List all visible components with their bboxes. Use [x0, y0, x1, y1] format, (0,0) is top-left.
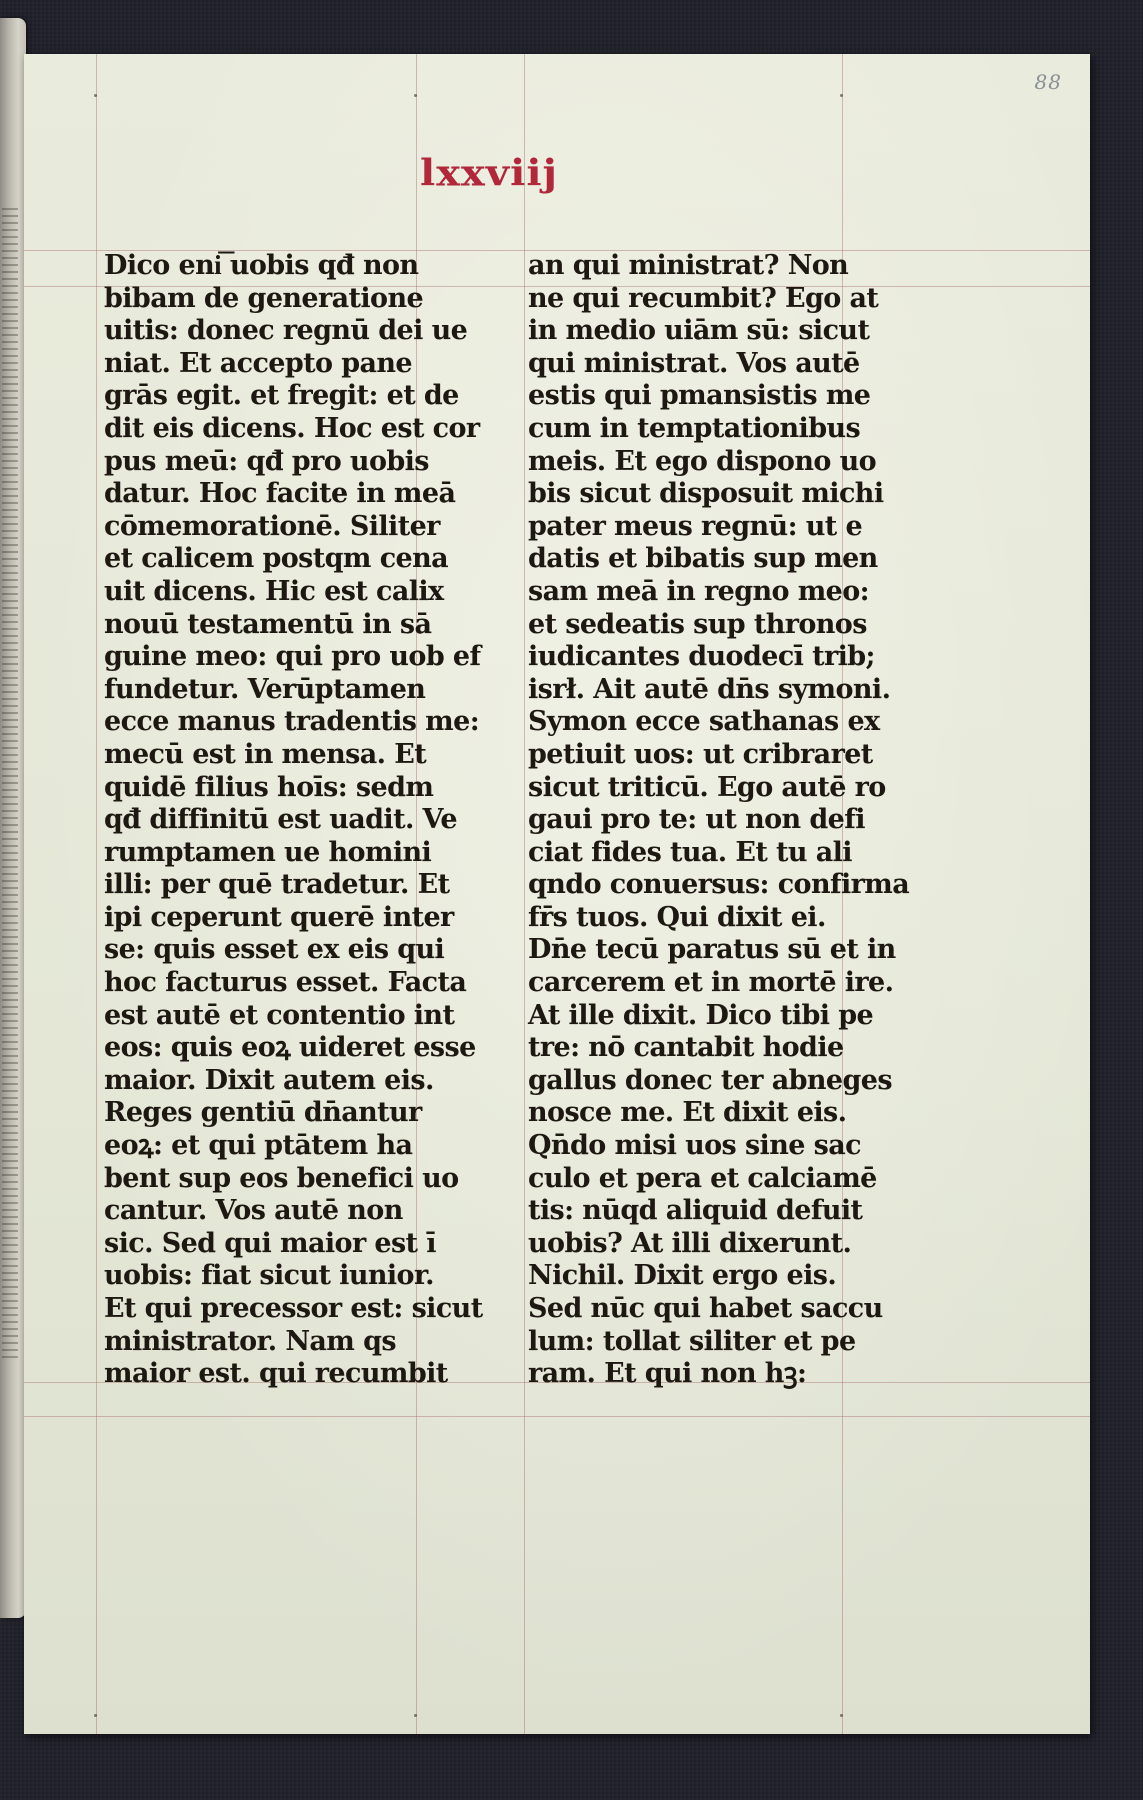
text-line: fundetur. Verūptamen [104, 673, 426, 705]
text-line: datur. Hoc facite in meā [104, 478, 456, 510]
text-line: gallus donec ter abneges [528, 1064, 892, 1096]
text-line: et calicem postqm cena [104, 543, 449, 575]
text-line: datis et bibatis sup men [528, 543, 878, 575]
text-line: nosce me. Et dixit eis. [528, 1097, 847, 1129]
text-line: uitis: donec regnū dei ue [104, 315, 468, 347]
text-line: Qn̄do misi uos sine sac [528, 1130, 861, 1162]
text-line: pus meū: qđ pro uobis [104, 445, 429, 477]
text-line: maior. Dixit autem eis. [104, 1064, 434, 1096]
text-line: gaui pro te: ut non defi [528, 804, 865, 836]
text-line: maior est. qui recumbit [104, 1358, 448, 1390]
text-line: qui ministrat. Vos autē [528, 347, 860, 379]
text-line: qđ diffinitū est uadit. Ve [104, 804, 458, 836]
text-line: Dico eni͞ uobis qđ non [104, 250, 419, 281]
text-line: culo et pera et calciamē [528, 1162, 877, 1194]
left-text-column [104, 250, 483, 1391]
text-line: ciat fides tua. Et tu ali [528, 836, 852, 868]
text-line: ne qui recumbit? Ego at [528, 282, 879, 314]
ruling-line [96, 54, 97, 1734]
text-line: ecce manus tradentis me: [104, 706, 480, 738]
pricking-mark [840, 1714, 843, 1717]
text-line: cōmemorationē. Siliter [104, 510, 440, 542]
pricking-mark [840, 94, 843, 97]
text-line: Symon ecce sathanas ex [528, 706, 880, 738]
text-line: Et qui precessor est: sicut [104, 1293, 483, 1324]
pricking-mark [94, 94, 97, 97]
text-line: meis. Et ego dispono uo [528, 445, 877, 477]
ruling-line [524, 54, 525, 1734]
text-line: Dn̄e tecū paratus sū et in [528, 934, 896, 966]
text-line: cum in temptationibus [528, 412, 861, 444]
text-line: eoꝝ: et qui ptātem ha [104, 1130, 413, 1162]
ruling-line [24, 1416, 1090, 1417]
text-line: qndo conuersus: confirma [528, 869, 910, 901]
text-line: illi: per quē tradetur. Et [104, 869, 450, 901]
text-line: Sed nūc qui habet saccu [528, 1293, 883, 1324]
text-line: bent sup eos benefici uo [104, 1162, 459, 1194]
text-line: iudicantes duodecī trib; [528, 641, 875, 673]
text-line: quidē filius hoīs: sedm [104, 771, 434, 803]
text-line: an qui ministrat? Non [528, 250, 849, 281]
text-line: uit dicens. Hic est calix [104, 575, 444, 607]
text-line: petiuit uos: ut cribraret [528, 738, 873, 770]
text-line: estis qui pmansistis me [528, 380, 871, 412]
text-line: fr̄s tuos. Qui dixit ei. [528, 901, 826, 933]
text-line: sicut triticū. Ego autē ro [528, 771, 886, 803]
text-line: nouū testamentū in sā [104, 608, 432, 640]
text-line: ipi ceperunt querē inter [104, 901, 454, 933]
text-line: in medio uiām sū: sicut [528, 315, 870, 347]
pricking-mark [94, 1714, 97, 1717]
running-head: lxxviij [420, 152, 558, 195]
text-line: est autē et contentio int [104, 999, 455, 1031]
text-line: sic. Sed qui maior est ī [104, 1227, 436, 1259]
text-line: eos: quis eoꝝ uideret esse [104, 1032, 476, 1064]
adjacent-page-edge [0, 18, 26, 1618]
text-line: ministrator. Nam qs [104, 1325, 396, 1357]
text-line: uobis: fiat sicut iunior. [104, 1260, 434, 1292]
adjacent-page-text [2, 208, 18, 1358]
text-line: tre: nō cantabit hodie [528, 1032, 844, 1064]
text-line: lum: tollat siliter et pe [528, 1325, 856, 1357]
text-line: Nichil. Dixit ergo eis. [528, 1260, 837, 1292]
pricking-mark [414, 94, 417, 97]
text-line: rumptamen ue homini [104, 836, 432, 868]
text-line: isrł. Ait autē dn̄s symoni. [528, 673, 891, 705]
pricking-mark [414, 1714, 417, 1717]
manuscript-page [24, 54, 1090, 1734]
text-line: guine meo: qui pro uob ef [104, 641, 481, 673]
folio-number: 88 [1034, 70, 1062, 94]
text-line: pater meus regnū: ut e [528, 510, 863, 542]
right-text-column [528, 250, 910, 1391]
text-line: niat. Et accepto pane [104, 347, 412, 379]
text-line: sam meā in regno meo: [528, 575, 870, 607]
text-line: cantur. Vos autē non [104, 1195, 403, 1227]
text-line: ram. Et qui non hꝫ: [528, 1358, 807, 1390]
text-line: et sedeatis sup thronos [528, 608, 867, 640]
text-line: se: quis esset ex eis qui [104, 934, 445, 966]
text-line: grās egit. et fregit: et de [104, 380, 459, 412]
text-line: uobis? At illi dixerunt. [528, 1227, 852, 1259]
text-line: carcerem et in mortē ire. [528, 967, 894, 999]
text-line: Reges gentiū dn̄antur [104, 1097, 422, 1129]
text-line: mecū est in mensa. Et [104, 738, 427, 770]
text-line: bibam de generatione [104, 282, 424, 314]
text-line: tis: nūqd aliquid defuit [528, 1195, 863, 1227]
text-line: bis sicut disposuit michi [528, 478, 884, 510]
text-line: At ille dixit. Dico tibi pe [528, 999, 874, 1031]
text-line: hoc facturus esset. Facta [104, 967, 467, 999]
text-line: dit eis dicens. Hoc est cor [104, 412, 480, 444]
